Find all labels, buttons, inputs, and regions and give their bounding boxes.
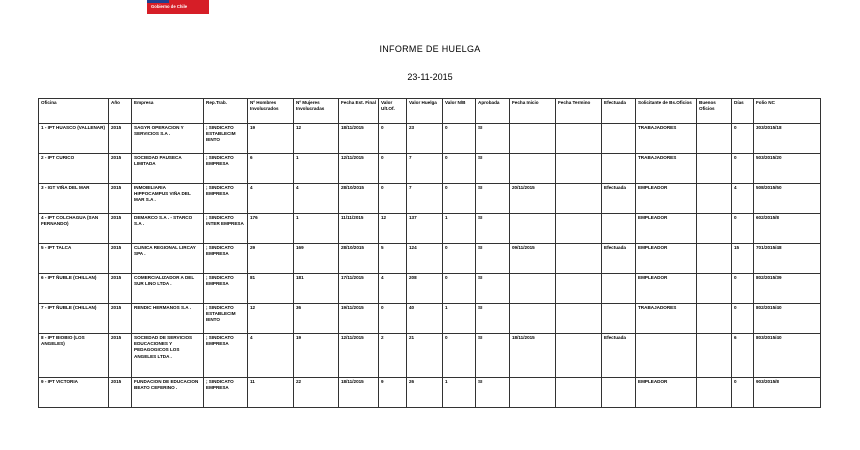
approved-cell: SI — [476, 378, 510, 408]
good-offices-cell — [697, 334, 732, 378]
days-cell: 0 — [732, 124, 754, 154]
approved-cell: SI — [476, 214, 510, 244]
column-header: Empresa — [132, 99, 204, 124]
table-row — [39, 214, 821, 244]
column-header: Rep.Trab. — [204, 99, 248, 124]
nb-value-cell: 0 — [443, 124, 476, 154]
end-date-cell — [556, 124, 602, 154]
strike-value-cell: 23 — [407, 124, 443, 154]
report-title: INFORME DE HUELGA — [379, 44, 481, 54]
women-count-cell: 12 — [294, 124, 339, 154]
year-cell: 2015 — [109, 378, 132, 408]
folio-cell: 503/2015/20 — [754, 154, 821, 184]
nb-value-cell: 1 — [443, 214, 476, 244]
strike-value-cell: 40 — [407, 304, 443, 334]
column-header: Fecha Termino — [556, 99, 602, 124]
requester-cell: EMPLEADOR — [636, 378, 697, 408]
men-count-cell: 11 — [248, 378, 294, 408]
women-count-cell: 19 — [294, 334, 339, 378]
days-cell: 6 — [732, 334, 754, 378]
requester-cell: TRABAJADORES — [636, 304, 697, 334]
empresa-cell: SOCIEDAD DE SERVICIOS EDUCACIONES Y PEDAGOGICOS LOS ANGELES LTDA . — [132, 334, 204, 378]
start-date-cell — [510, 214, 556, 244]
empresa-cell: INMOBILIARIA HIPPOCAMPUS VIÑA DEL MAR S.A . — [132, 184, 204, 214]
men-count-cell: 6 — [248, 154, 294, 184]
year-cell: 2015 — [109, 274, 132, 304]
requester-cell: EMPLEADOR — [636, 274, 697, 304]
executed-cell — [602, 124, 636, 154]
start-date-cell — [510, 274, 556, 304]
column-header: Nº Hombres Involucrados — [248, 99, 294, 124]
men-count-cell: 12 — [248, 304, 294, 334]
last-offer-cell: 0 — [379, 124, 407, 154]
empresa-cell: COMERCIALIZADOR A DEL SUR LINO LTDA . — [132, 274, 204, 304]
table-row — [39, 274, 821, 304]
folio-cell: 602/2015/8 — [754, 214, 821, 244]
good-offices-cell — [697, 304, 732, 334]
start-date-cell: 18/11/2015 — [510, 334, 556, 378]
empresa-cell: CLINICA REGIONAL LIRCAY SPA . — [132, 244, 204, 274]
folio-cell: 802/2015/39 — [754, 274, 821, 304]
folio-cell: 802/2015/40 — [754, 304, 821, 334]
end-date-cell — [556, 334, 602, 378]
start-date-cell — [510, 154, 556, 184]
women-count-cell: 4 — [294, 184, 339, 214]
column-header: Efectuada — [602, 99, 636, 124]
days-cell: 15 — [732, 244, 754, 274]
men-count-cell: 81 — [248, 274, 294, 304]
strike-value-cell: 137 — [407, 214, 443, 244]
folio-cell: 701/2015/48 — [754, 244, 821, 274]
approved-cell: SI — [476, 304, 510, 334]
table-row — [39, 184, 821, 214]
men-count-cell: 4 — [248, 184, 294, 214]
women-count-cell: 22 — [294, 378, 339, 408]
final-date-cell: 18/11/2015 — [339, 378, 379, 408]
year-cell: 2015 — [109, 214, 132, 244]
good-offices-cell — [697, 154, 732, 184]
strike-value-cell: 208 — [407, 274, 443, 304]
executed-cell — [602, 154, 636, 184]
table-row — [39, 244, 821, 274]
end-date-cell — [556, 184, 602, 214]
final-date-cell: 19/11/2015 — [339, 304, 379, 334]
column-header: Valor Ult.Of. — [379, 99, 407, 124]
report-date: 23-11-2015 — [407, 72, 453, 82]
nb-value-cell: 0 — [443, 334, 476, 378]
start-date-cell — [510, 124, 556, 154]
executed-cell — [602, 304, 636, 334]
year-cell: 2015 — [109, 304, 132, 334]
last-offer-cell: 0 — [379, 154, 407, 184]
column-header: Fecha Inicio — [510, 99, 556, 124]
table-row — [39, 304, 821, 334]
days-cell: 0 — [732, 378, 754, 408]
last-offer-cell: 12 — [379, 214, 407, 244]
column-header: Folio NC — [754, 99, 821, 124]
good-offices-cell — [697, 214, 732, 244]
women-count-cell: 181 — [294, 274, 339, 304]
requester-cell — [636, 334, 697, 378]
last-offer-cell: 0 — [379, 184, 407, 214]
column-header: Valor Huelga — [407, 99, 443, 124]
rep-trab-cell: ; SINDICATO EMPRESA — [204, 244, 248, 274]
empresa-cell: FUNDACION DE EDUCACION BEATO CEFERINO . — [132, 378, 204, 408]
executed-cell — [602, 274, 636, 304]
folio-cell: 903/2015/8 — [754, 378, 821, 408]
rep-trab-cell: ; SINDICATO EMPRESA — [204, 184, 248, 214]
gobierno-logo — [147, 0, 209, 14]
column-header: Valor N/B — [443, 99, 476, 124]
days-cell: 0 — [732, 214, 754, 244]
nb-value-cell: 0 — [443, 274, 476, 304]
rep-trab-cell: ; SINDICATO ESTABLECIM IENTO — [204, 124, 248, 154]
last-offer-cell: 2 — [379, 334, 407, 378]
column-header: Fecha Est. Final — [339, 99, 379, 124]
women-count-cell: 169 — [294, 244, 339, 274]
start-date-cell: 20/11/2015 — [510, 184, 556, 214]
oficina-cell: 8 - IPT BIOBIO (LOS ANGELES) — [39, 334, 109, 378]
end-date-cell — [556, 274, 602, 304]
year-cell: 2015 — [109, 334, 132, 378]
year-cell: 2015 — [109, 184, 132, 214]
rep-trab-cell: ; SINDICATO INTER EMPRESA — [204, 214, 248, 244]
women-count-cell: 36 — [294, 304, 339, 334]
start-date-cell — [510, 304, 556, 334]
table-row — [39, 124, 821, 154]
nb-value-cell: 1 — [443, 378, 476, 408]
column-header: Buenos Oficios — [697, 99, 732, 124]
strike-value-cell: 21 — [407, 334, 443, 378]
table-row — [39, 154, 821, 184]
end-date-cell — [556, 378, 602, 408]
men-count-cell: 19 — [248, 124, 294, 154]
column-header: Solicitante de Bs.Oficios — [636, 99, 697, 124]
good-offices-cell — [697, 378, 732, 408]
end-date-cell — [556, 214, 602, 244]
column-header: Año — [109, 99, 132, 124]
approved-cell: SI — [476, 274, 510, 304]
table-header-row — [39, 99, 821, 124]
good-offices-cell — [697, 274, 732, 304]
days-cell: 0 — [732, 154, 754, 184]
start-date-cell — [510, 378, 556, 408]
last-offer-cell: 0 — [379, 304, 407, 334]
executed-cell: Efectuada — [602, 244, 636, 274]
requester-cell: TRABAJADORES — [636, 124, 697, 154]
approved-cell: SI — [476, 184, 510, 214]
executed-cell — [602, 214, 636, 244]
folio-cell: 803/2015/40 — [754, 334, 821, 378]
executed-cell — [602, 378, 636, 408]
last-offer-cell: 9 — [379, 378, 407, 408]
final-date-cell: 12/11/2015 — [339, 334, 379, 378]
approved-cell: SI — [476, 154, 510, 184]
column-header: Nº Mujeres Involucradas — [294, 99, 339, 124]
nb-value-cell: 0 — [443, 244, 476, 274]
women-count-cell: 1 — [294, 154, 339, 184]
final-date-cell: 17/11/2015 — [339, 274, 379, 304]
good-offices-cell — [697, 124, 732, 154]
oficina-cell: 2 - IPT CURICO — [39, 154, 109, 184]
approved-cell: SI — [476, 124, 510, 154]
final-date-cell: 28/10/2015 — [339, 244, 379, 274]
oficina-cell: 4 - IPT COLCHAGUA (SAN FERNANDO) — [39, 214, 109, 244]
column-header: Aprobada — [476, 99, 510, 124]
requester-cell: EMPLEADOR — [636, 184, 697, 214]
table-row — [39, 334, 821, 378]
requester-cell: TRABAJADORES — [636, 154, 697, 184]
strike-report-table — [38, 98, 821, 408]
approved-cell: SI — [476, 244, 510, 274]
final-date-cell: 18/11/2015 — [339, 124, 379, 154]
end-date-cell — [556, 304, 602, 334]
strike-value-cell: 7 — [407, 184, 443, 214]
rep-trab-cell: ; SINDICATO EMPRESA — [204, 154, 248, 184]
year-cell: 2015 — [109, 124, 132, 154]
last-offer-cell: 4 — [379, 274, 407, 304]
folio-cell: 508/2015/50 — [754, 184, 821, 214]
year-cell: 2015 — [109, 244, 132, 274]
requester-cell: EMPLEADOR — [636, 244, 697, 274]
oficina-cell: 7 - IPT ÑUBLE (CHILLAN) — [39, 304, 109, 334]
end-date-cell — [556, 244, 602, 274]
end-date-cell — [556, 154, 602, 184]
men-count-cell: 29 — [248, 244, 294, 274]
rep-trab-cell: ; SINDICATO EMPRESA — [204, 334, 248, 378]
oficina-cell: 1 - IPT HUASCO (VALLENAR) — [39, 124, 109, 154]
good-offices-cell — [697, 244, 732, 274]
good-offices-cell — [697, 184, 732, 214]
logo-text: Gobierno de Chile — [151, 4, 188, 9]
days-cell: 0 — [732, 304, 754, 334]
men-count-cell: 176 — [248, 214, 294, 244]
oficina-cell: 3 - IGT VIÑA DEL MAR — [39, 184, 109, 214]
executed-cell: Efectuada — [602, 184, 636, 214]
requester-cell: EMPLEADOR — [636, 214, 697, 244]
rep-trab-cell: ; SINDICATO EMPRESA — [204, 274, 248, 304]
oficina-cell: 5 - IPT TALCA — [39, 244, 109, 274]
rep-trab-cell: ; SINDICATO ESTABLECIM IENTO — [204, 304, 248, 334]
start-date-cell: 09/11/2015 — [510, 244, 556, 274]
approved-cell: SI — [476, 334, 510, 378]
year-cell: 2015 — [109, 154, 132, 184]
men-count-cell: 4 — [248, 334, 294, 378]
empresa-cell: SAGYR OPERACION Y SERVICIOS S.A . — [132, 124, 204, 154]
empresa-cell: SOCIEDAD PAUSECA LIMITADA — [132, 154, 204, 184]
women-count-cell: 1 — [294, 214, 339, 244]
empresa-cell: DEMARCO S.A . - STARCO S.A . — [132, 214, 204, 244]
rep-trab-cell: ; SINDICATO EMPRESA — [204, 378, 248, 408]
final-date-cell: 28/10/2015 — [339, 184, 379, 214]
oficina-cell: 6 - IPT ÑUBLE (CHILLAN) — [39, 274, 109, 304]
executed-cell: Efectuada — [602, 334, 636, 378]
days-cell: 0 — [732, 274, 754, 304]
nb-value-cell: 0 — [443, 184, 476, 214]
final-date-cell: 12/11/2015 — [339, 154, 379, 184]
strike-value-cell: 124 — [407, 244, 443, 274]
column-header: Oficina — [39, 99, 109, 124]
days-cell: 4 — [732, 184, 754, 214]
nb-value-cell: 0 — [443, 154, 476, 184]
strike-value-cell: 7 — [407, 154, 443, 184]
nb-value-cell: 1 — [443, 304, 476, 334]
last-offer-cell: 5 — [379, 244, 407, 274]
final-date-cell: 11/11/2015 — [339, 214, 379, 244]
oficina-cell: 9 - IPT VICTORIA — [39, 378, 109, 408]
strike-value-cell: 26 — [407, 378, 443, 408]
table-row — [39, 378, 821, 408]
folio-cell: 303/2015/18 — [754, 124, 821, 154]
column-header: Días — [732, 99, 754, 124]
empresa-cell: RENDIC HERMANOS S.A . — [132, 304, 204, 334]
